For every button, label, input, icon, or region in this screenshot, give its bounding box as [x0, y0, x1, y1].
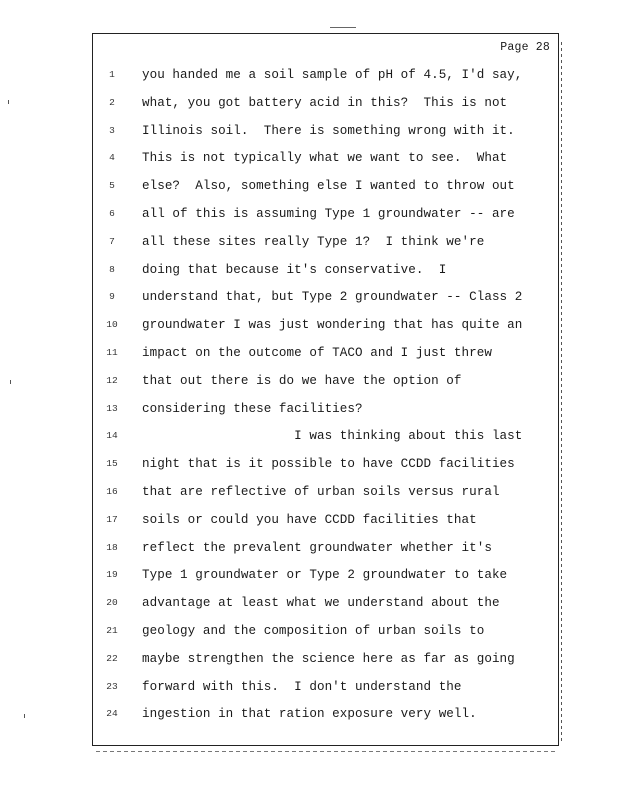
transcript-line — [93, 179, 558, 207]
line-text: impact on the outcome of TACO and I just threw — [142, 345, 492, 360]
line-text: considering these facilities? — [142, 401, 363, 416]
line-text: you handed me a soil sample of pH of 4.5, I'd say, — [142, 68, 523, 82]
line-number: 7 — [109, 235, 115, 247]
transcript-line — [93, 207, 558, 235]
transcript-line — [93, 568, 558, 596]
scan-artifact-left-1 — [8, 100, 9, 104]
line-number: 10 — [106, 319, 118, 331]
transcript-line — [93, 68, 558, 96]
line-text: geology and the composition of urban soils to — [142, 623, 485, 638]
line-number: 2 — [109, 96, 115, 108]
line-number: 11 — [106, 346, 118, 358]
transcript-line — [93, 124, 558, 152]
line-text: Type 1 groundwater or Type 2 groundwater to take — [142, 568, 508, 583]
line-number: 21 — [106, 624, 118, 636]
line-text: ingestion in that ration exposure very well. — [142, 707, 477, 722]
scan-artifact-bottom — [96, 751, 556, 752]
transcript-line — [93, 346, 558, 374]
line-text: advantage at least what we understand about the — [142, 596, 500, 611]
transcript-line — [93, 235, 558, 263]
line-number: 23 — [106, 680, 118, 692]
line-number: 8 — [109, 263, 115, 275]
line-number: 6 — [109, 207, 115, 219]
transcript-line — [93, 541, 558, 569]
transcript-line — [93, 652, 558, 680]
scan-artifact-top — [330, 27, 356, 28]
line-text: groundwater I was just wondering that has quite an — [142, 318, 523, 333]
line-number: 4 — [109, 152, 115, 164]
transcript-line — [93, 596, 558, 624]
line-number: 19 — [106, 569, 118, 581]
line-text: understand that, but Type 2 groundwater -- Class 2 — [142, 290, 523, 305]
line-text: reflect the prevalent groundwater whether it's — [142, 540, 492, 555]
line-text: soils or could you have CCDD facilities that — [142, 512, 477, 527]
line-text: that out there is do we have the option of — [142, 373, 462, 388]
line-number: 16 — [106, 485, 118, 497]
line-number: 5 — [109, 180, 115, 192]
transcript-line — [93, 151, 558, 179]
line-text: maybe strengthen the science here as far as going — [142, 651, 515, 666]
transcript-line — [93, 402, 558, 430]
line-text: that are reflective of urban soils versus rural — [142, 484, 500, 499]
line-number: 13 — [106, 402, 118, 414]
line-number: 18 — [106, 541, 118, 553]
line-text: what, you got battery acid in this? This is not — [142, 95, 508, 110]
transcript-line — [93, 318, 558, 346]
line-text: This is not typically what we want to see. What — [142, 151, 508, 166]
line-text: I was thinking about this last — [142, 429, 523, 444]
line-text: else? Also, something else I wanted to throw out — [142, 179, 515, 194]
page-number: Page 28 — [500, 41, 550, 54]
transcript-line — [93, 485, 558, 513]
transcript-line — [93, 457, 558, 485]
line-text: all these sites really Type 1? I think we're — [142, 234, 485, 249]
transcript-line — [93, 263, 558, 291]
transcript-line — [93, 96, 558, 124]
line-text: doing that because it's conservative. I — [142, 262, 447, 277]
transcript-line — [93, 374, 558, 402]
transcript-line — [93, 624, 558, 652]
line-number: 3 — [109, 124, 115, 136]
line-number: 17 — [106, 513, 118, 525]
transcript-line — [93, 513, 558, 541]
line-number: 9 — [109, 291, 115, 303]
transcript-line — [93, 707, 558, 735]
scan-artifact-left-2 — [10, 380, 11, 384]
transcript-line — [93, 680, 558, 708]
scan-artifact-left-3 — [24, 714, 25, 718]
transcript-lines — [93, 68, 558, 735]
line-text: Illinois soil. There is something wrong with it. — [142, 123, 515, 138]
line-text: forward with this. I don't understand the — [142, 679, 462, 694]
line-number: 15 — [106, 458, 118, 470]
line-text: night that is it possible to have CCDD facilities — [142, 457, 515, 472]
line-number: 22 — [106, 652, 118, 664]
line-text: all of this is assuming Type 1 groundwater -- are — [142, 206, 515, 221]
line-number: 14 — [106, 430, 118, 442]
transcript-line — [93, 290, 558, 318]
transcript-line — [93, 429, 558, 457]
line-number: 12 — [106, 374, 118, 386]
line-number: 24 — [106, 708, 118, 720]
line-number: 20 — [106, 597, 118, 609]
transcript-page — [92, 33, 559, 746]
line-number: 1 — [109, 69, 115, 80]
